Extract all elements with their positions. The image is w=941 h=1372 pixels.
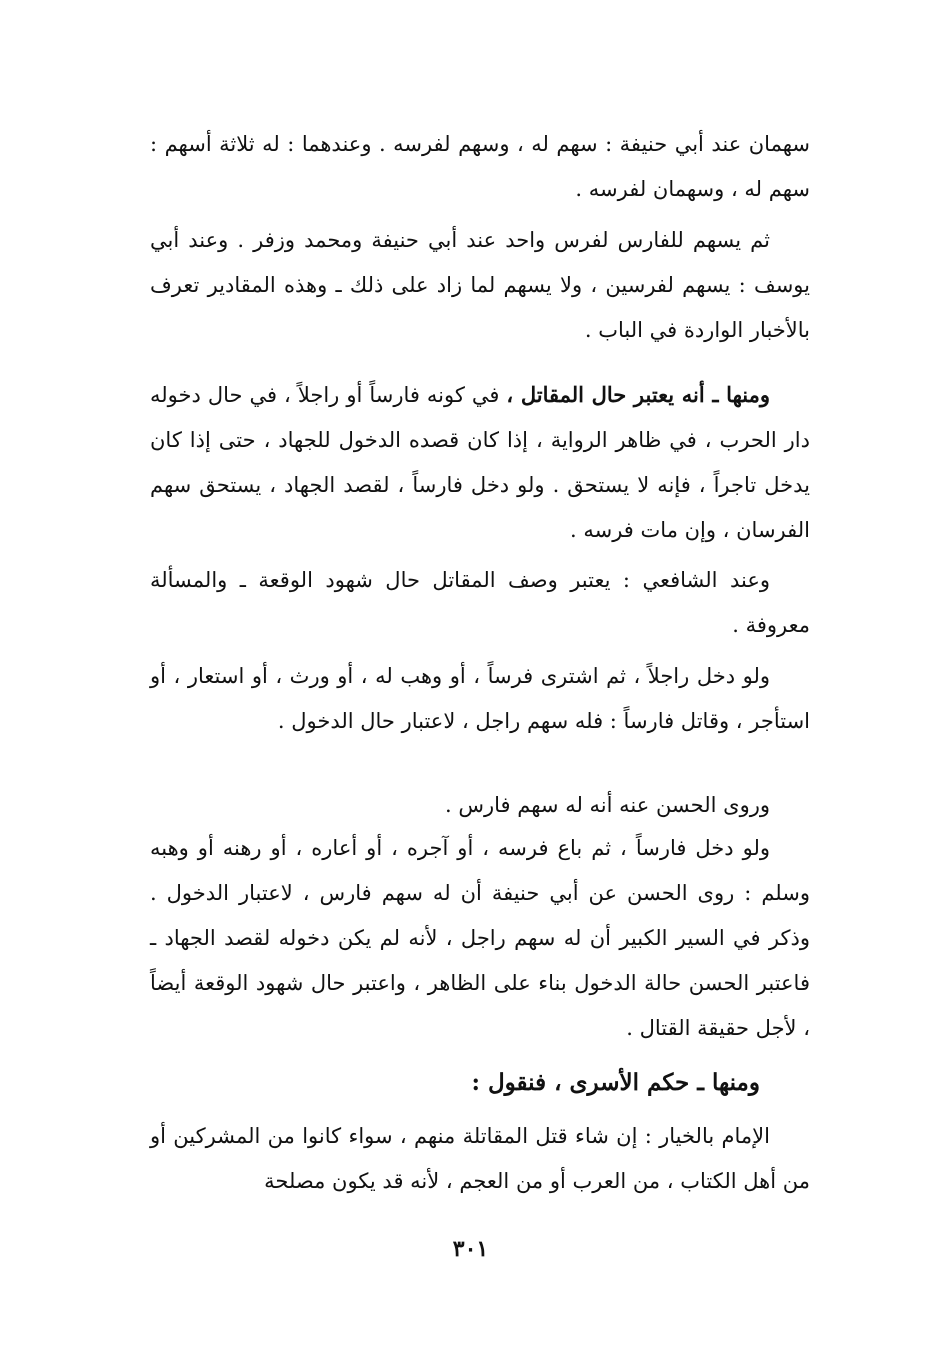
paragraph-text: [150, 372, 810, 553]
paragraph-entered-on-foot: [150, 654, 810, 744]
paragraph-text: ولو دخل فارساً ، ثم باع فرسه ، أو آجره ، أو أعاره ، أو رهنه أو وهبه وسلم : روى الحسن عن أبي حنيفة أن له سهم فارس ، لاعتبار الدخول . وذكر في السير الكبير أن له سهم راجل ، لأنه لم يكن دخوله لقصد الجهاد ـ فاعتبر الحسن حالة الدخول بناء على الظاهر ، واعتبر حال شهود الوقعة أيضاً ، لأجل حقيقة القتال .: [150, 836, 810, 1040]
paragraph-lead-bold: ومنها ـ أنه يعتبر حال المقاتل ،: [506, 382, 770, 407]
paragraph-text: ثم يسهم للفارس لفرس واحد عند أبي حنيفة ومحمد وزفر . وعند أبي يوسف : يسهم لفرسين ، ولا يسهم لما زاد على ذلك ـ وهذه المقادير تعرف بالأخبار الواردة في الباب .: [150, 228, 810, 342]
paragraph-one-horse: [150, 218, 810, 353]
page-number: ٣٠١: [452, 1236, 489, 1262]
paragraph-text: الإمام بالخيار : إن شاء قتل المقاتلة منهم ، سواء كانوا من المشركين أو من أهل الكتاب ، من العرب أو من العجم ، لأنه قد يكون مصلحة: [150, 1124, 810, 1193]
paragraph-text: سهمان عند أبي حنيفة : سهم له ، وسهم لفرسه . وعندهما : له ثلاثة أسهم : سهم له ، وسهمان لفرسه .: [150, 132, 810, 201]
section-heading-prisoners: ومنها ـ حكم الأسرى ، فنقول :: [471, 1069, 760, 1096]
paragraph-fighter-status: [150, 372, 810, 553]
paragraph-shafii: [150, 558, 810, 648]
paragraph-shares-abu-hanifa: [150, 122, 810, 212]
paragraph-text: وعند الشافعي : يعتبر وصف المقاتل حال شهود الوقعة ـ والمسألة معروفة .: [150, 568, 810, 637]
paragraph-text: ولو دخل راجلاً ، ثم اشترى فرساً ، أو وهب له ، أو ورث ، أو استعار ، أو استأجر ، وقاتل فارساً : فله سهم راجل ، لاعتبار حال الدخول .: [150, 664, 810, 733]
paragraph-hasan-narration: [150, 783, 810, 828]
paragraph-entered-mounted: [150, 826, 810, 1051]
paragraph-imam-choice: [150, 1114, 810, 1204]
paragraph-rest: في كونه فارساً أو راجلاً ، في حال دخوله دار الحرب ، في ظاهر الرواية ، إذا كان قصده الدخول للجهاد ، حتى إذا كان يدخل تاجراً ، فإنه لا يستحق . ولو دخل فارساً ، لقصد الجهاد ، يستحق سهم الفرسان ، وإن مات فرسه .: [150, 383, 810, 542]
paragraph-text: وروى الحسن عنه أنه له سهم فارس .: [445, 793, 770, 817]
